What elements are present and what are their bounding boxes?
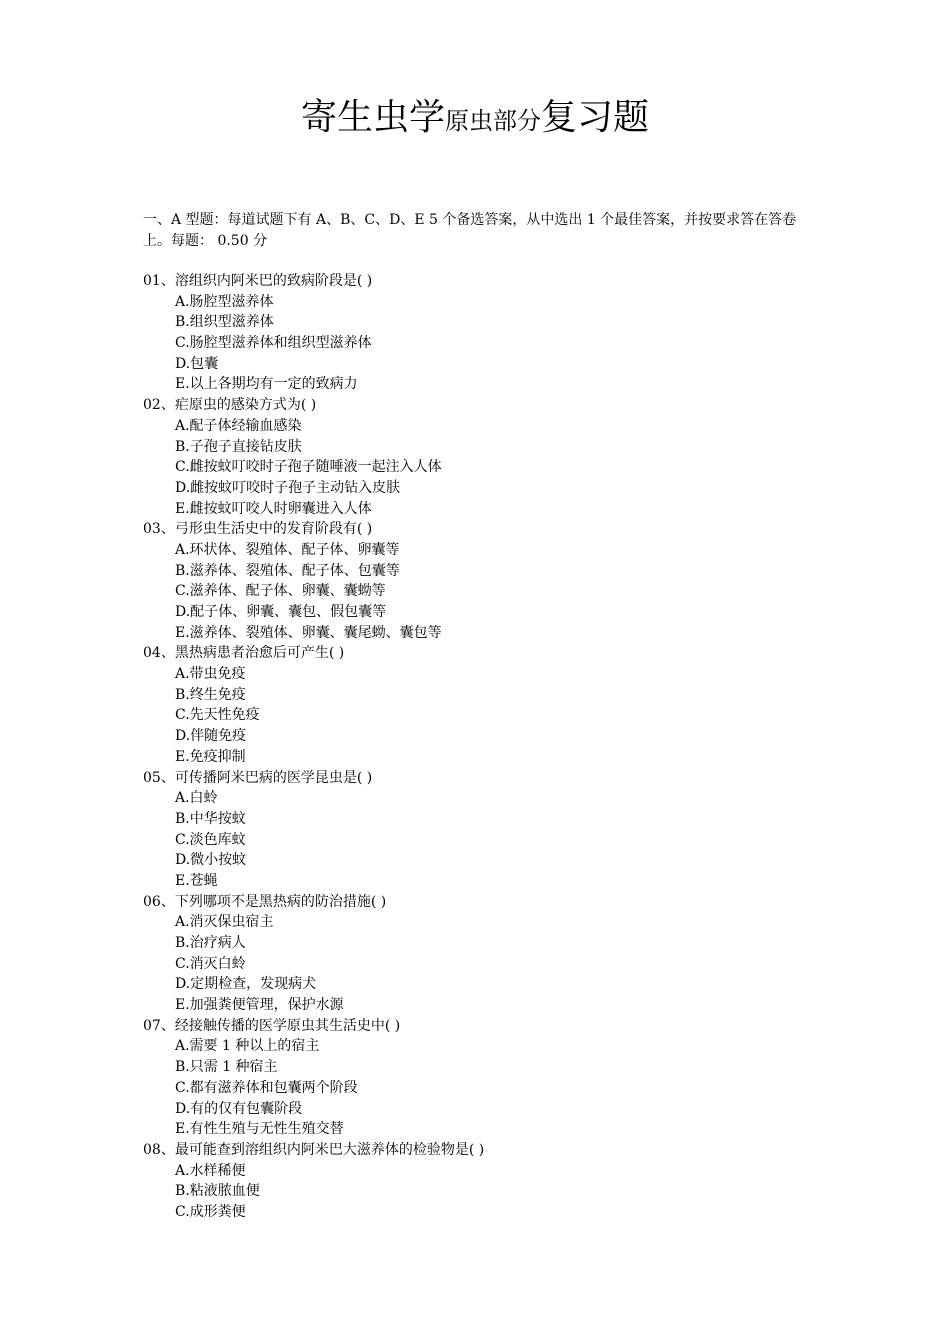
answer-option: B.组织型滋养体: [175, 314, 274, 331]
answer-option: E.有性生殖与无性生殖交替: [175, 1121, 344, 1138]
question-stem: 02、疟原虫的感染方式为( ): [143, 397, 317, 414]
question-list: [143, 271, 813, 1223]
answer-option: B.终生免疫: [175, 686, 246, 703]
question-stem: 07、经接触传播的医学原虫其生活史中( ): [143, 1017, 401, 1034]
answer-option: E.免疫抑制: [175, 748, 246, 765]
title-part-1: 寄生虫学: [300, 97, 445, 138]
question-item: [143, 643, 813, 767]
answer-option: A.带虫免疫: [175, 666, 246, 683]
answer-option: D.雌按蚊叮咬时子孢子主动钻入皮肤: [175, 479, 401, 496]
answer-option: E.滋养体、裂殖体、卵囊、囊尾蚴、囊包等: [175, 624, 442, 641]
answer-option: D.微小按蚊: [175, 852, 247, 869]
answer-option: E.雌按蚊叮咬人时卵囊进入人体: [175, 500, 372, 517]
question-stem: 06、下列哪项不是黑热病的防治措施( ): [143, 893, 387, 910]
answer-option: D.伴随免疫: [175, 728, 247, 745]
answer-option: E.苍蝇: [175, 872, 218, 889]
question-item: [143, 395, 813, 519]
answer-option: E.以上各期均有一定的致病力: [175, 376, 358, 393]
answer-option: A.白蛉: [175, 790, 218, 807]
answer-option: C.雌按蚊叮咬时子孢子随唾液一起注入人体: [175, 459, 442, 476]
question-item: [143, 271, 813, 395]
question-item: [143, 1140, 813, 1223]
answer-option: B.中华按蚊: [175, 810, 246, 827]
question-item: [143, 519, 813, 643]
answer-option: A.水样稀便: [175, 1162, 246, 1179]
answer-option: B.治疗病人: [175, 935, 246, 951]
answer-option: A.肠腔型滋养体: [175, 293, 274, 310]
question-stem: 05、可传播阿米巴病的医学昆虫是( ): [143, 769, 373, 786]
answer-option: C.淡色库蚊: [175, 831, 246, 848]
answer-option: C.先天性免疫: [175, 707, 260, 724]
answer-option: A.需要 1 种以上的宿主: [175, 1038, 320, 1055]
question-item: [143, 1016, 813, 1140]
section-intro: 一、A 型题：每道试题下有 A、B、C、D、E 5 个备选答案，从中选出 1 个最佳答案，并按要求答在答卷上。每题： 0.50 分: [143, 212, 797, 249]
question-item: [143, 768, 813, 892]
answer-option: C.成形粪便: [175, 1203, 246, 1220]
question-stem: 08、最可能查到溶组织内阿米巴大滋养体的检验物是( ): [143, 1141, 485, 1158]
answer-option: D.有的仅有包囊阶段: [175, 1100, 303, 1117]
question-stem: 01、溶组织内阿米巴的致病阶段是( ): [143, 273, 373, 289]
title-part-3: 复习题: [541, 97, 650, 138]
answer-option: D.配子体、卵囊、囊包、假包囊等: [175, 604, 387, 620]
question-stem: 04、黑热病患者治愈后可产生( ): [143, 645, 345, 662]
title-part-2: 原虫部分: [445, 107, 541, 135]
question-item: [143, 892, 813, 1016]
answer-option: C.消灭白蛉: [175, 955, 246, 972]
answer-option: D.包囊: [175, 355, 219, 372]
answer-option: D.定期检查，发现病犬: [175, 976, 317, 993]
answer-option: C.肠腔型滋养体和组织型滋养体: [175, 335, 372, 352]
answer-option: B.子孢子直接钻皮肤: [175, 438, 302, 455]
answer-option: B.粘液脓血便: [175, 1183, 260, 1200]
answer-option: E.加强粪便管理，保护水源: [175, 997, 344, 1014]
answer-option: A.配子体经输血感染: [175, 417, 302, 434]
answer-option: A.环状体、裂殖体、配子体、卵囊等: [175, 541, 400, 558]
document-title: [0, 97, 950, 138]
answer-option: C.都有滋养体和包囊两个阶段: [175, 1079, 358, 1096]
question-stem: 03、弓形虫生活史中的发育阶段有( ): [143, 521, 373, 538]
answer-option: B.只需 1 种宿主: [175, 1059, 278, 1076]
answer-option: B.滋养体、裂殖体、配子体、包囊等: [175, 562, 400, 579]
answer-option: C.滋养体、配子体、卵囊、囊蚴等: [175, 583, 386, 600]
answer-option: A.消灭保虫宿主: [175, 914, 274, 931]
